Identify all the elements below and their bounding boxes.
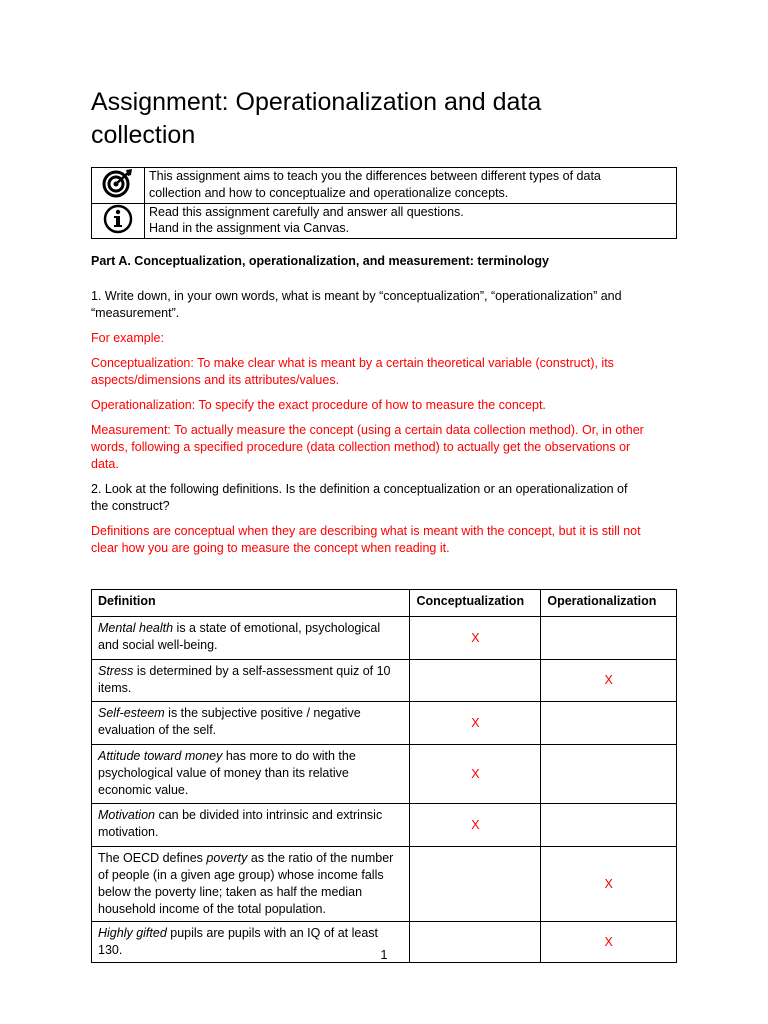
question-2-line-2: the construct? (91, 499, 170, 513)
definition-text: is a state of emotional, psychological and social well-being. (98, 621, 381, 652)
question-2 (91, 481, 677, 515)
operationalization-mark (541, 702, 677, 745)
intro-info-line-1: Read this assignment carefully and answer all questions. (149, 204, 464, 219)
table-row (92, 617, 677, 660)
table-row (92, 745, 677, 804)
conceptualization-mark (410, 660, 541, 702)
operationalization-mark (541, 617, 677, 660)
definition-term: Self-esteem (98, 706, 165, 720)
answer-measurement (91, 422, 677, 473)
definition-text: as the ratio of the number of people (in a given age group) whose income falls below the poverty line; taken as half the median household income of the total population. (98, 851, 394, 916)
conceptualization-mark: X (410, 617, 541, 660)
question-1 (91, 288, 677, 322)
operationalization-mark: X (541, 660, 677, 702)
operationalization-mark: X (541, 922, 677, 963)
definitions-table (91, 589, 677, 963)
table-row (92, 847, 677, 922)
info-icon (102, 204, 134, 234)
example-label: For example: (91, 331, 164, 345)
header-operationalization: Operationalization (541, 590, 677, 617)
table-row (92, 702, 677, 745)
definition-prefix: The OECD defines (98, 851, 207, 865)
page-title: Assignment: Operationalization and data collection (91, 88, 542, 149)
definition-cell (92, 617, 410, 660)
definition-text: has more to do with the psychological value of money than its relative economic value. (98, 749, 356, 797)
question-2-answer-line-2: clear how you are going to measure the concept when reading it. (91, 541, 450, 555)
answer-measurement-line-3: data. (91, 457, 119, 471)
conceptualization-mark: X (410, 745, 541, 804)
target-icon (101, 168, 135, 198)
definition-term: Mental health (98, 621, 174, 635)
operationalization-mark (541, 804, 677, 847)
definition-cell (92, 702, 410, 745)
definition-cell (92, 745, 410, 804)
conceptualization-mark: X (410, 702, 541, 745)
answer-conceptualization-line-1: Conceptualization: To make clear what is meant by a certain theoretical variable (construct), its (91, 356, 614, 370)
definition-text: is determined by a self-assessment quiz of 10 items. (98, 664, 391, 695)
answer-measurement-line-2: words, following a specified procedure (data collection method) to actually get the observations or (91, 440, 631, 454)
conceptualization-mark (410, 847, 541, 922)
table-row (92, 804, 677, 847)
definition-cell (92, 660, 410, 702)
definition-term: poverty (206, 851, 248, 865)
definition-text: pupils are pupils with an IQ of at least 130. (98, 926, 379, 957)
definition-cell (92, 804, 410, 847)
intro-info-line-2: Hand in the assignment via Canvas. (149, 221, 350, 235)
intro-row-goal (92, 168, 677, 204)
question-2-line-1: 2. Look at the following definitions. Is the definition a conceptualization or an operationalization of (91, 482, 628, 496)
question-2-answer (91, 523, 677, 557)
question-2-answer-line-1: Definitions are conceptual when they are describing what is meant with the concept, but it is still not (91, 524, 641, 538)
definition-term: Attitude toward money (98, 749, 223, 763)
definition-text: can be divided into intrinsic and extrinsic motivation. (98, 808, 383, 839)
intro-table (91, 167, 677, 239)
intro-goal-line-1: This assignment aims to teach you the differences between different types of data (149, 169, 601, 183)
header-conceptualization: Conceptualization (410, 590, 541, 617)
question-1-line-2: “measurement”. (91, 306, 180, 320)
conceptualization-mark: X (410, 804, 541, 847)
definitions-header-row (92, 590, 677, 617)
operationalization-mark: X (541, 847, 677, 922)
definition-text: is the subjective positive / negative evaluation of the self. (98, 706, 361, 737)
answer-conceptualization-line-2: aspects/dimensions and its attributes/values. (91, 373, 340, 387)
part-a-heading: Part A. Conceptualization, operationalization, and measurement: terminology (91, 254, 549, 268)
table-row (92, 660, 677, 702)
definition-term: Stress (98, 664, 134, 678)
definition-term: Motivation (98, 808, 155, 822)
operationalization-mark (541, 745, 677, 804)
page-number: 1 (380, 948, 388, 962)
intro-goal-line-2: collection and how to conceptualize and operationalize concepts. (149, 185, 509, 200)
answer-measurement-line-1: Measurement: To actually measure the concept (using a certain data collection method). Or, in other (91, 423, 644, 437)
answer-conceptualization (91, 355, 677, 389)
definition-term: Highly gifted (98, 926, 167, 940)
definition-cell (92, 847, 410, 922)
intro-row-info (92, 203, 677, 239)
header-definition: Definition (92, 590, 410, 617)
question-1-line-1: 1. Write down, in your own words, what is meant by “conceptualization”, “operationalization” and (91, 289, 622, 303)
answer-operationalization: Operationalization: To specify the exact procedure of how to measure the concept. (91, 398, 546, 412)
